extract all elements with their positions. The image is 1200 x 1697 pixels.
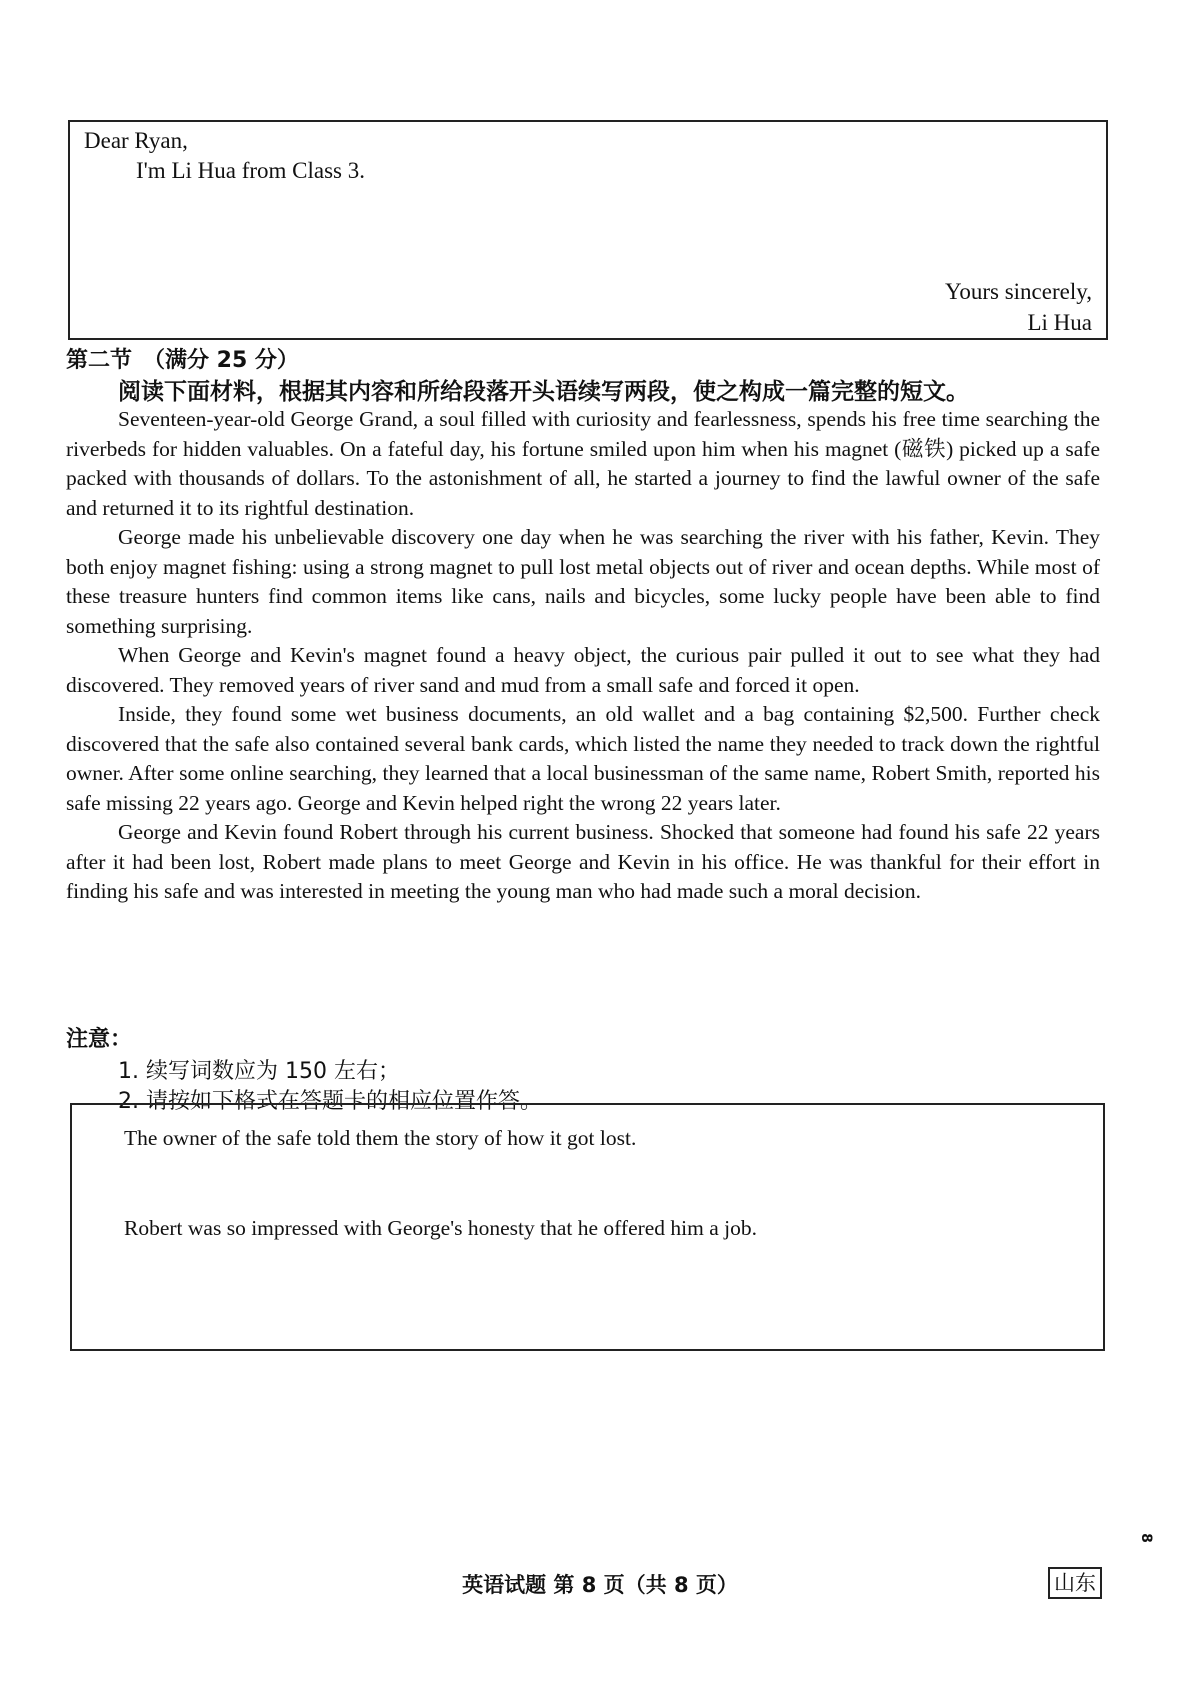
passage-paragraph: When George and Kevin's magnet found a heavy object, the curious pair pulled it out to see what they had discovered. They removed years of river sand and mud from a small safe and forced it open. [66, 643, 1100, 697]
letter-signature: Li Hua [1027, 310, 1092, 335]
letter-opening: I'm Li Hua from Class 3. [136, 158, 366, 183]
note-item-format: 2. 请按如下格式在答题卡的相应位置作答。 [118, 1089, 542, 1114]
paragraph-opener-1: The owner of the safe told them the story of how it got lost. [124, 1126, 637, 1150]
letter-closing: Yours sincerely, [945, 279, 1092, 304]
passage-paragraph: Inside, they found some wet business documents, an old wallet and a bag containing $2,500. Further check discovered that the safe also contained several bank cards, which listed the name they needed to track down the rightful owner. After some online searching, they learned that a local businessman of the same name, Robert Smith, reported his safe missing 22 years ago. George and Kevin helped right the wrong 22 years later. [66, 702, 1100, 815]
reading-passage [66, 405, 1100, 907]
note-item-word-count: 1. 续写词数应为 150 左右； [118, 1059, 400, 1084]
edge-mark: 8 [1137, 1533, 1154, 1543]
notes-title: 注意： [66, 1027, 133, 1052]
section-title: 第二节 （满分 25 分） [66, 348, 299, 373]
passage-paragraph: Seventeen-year-old George Grand, a soul filled with curiosity and fearlessness, spends his free time searching the riverbeds for hidden valuables. On a fateful day, his fortune smiled upon him when his magnet (磁铁) picked up a safe packed with thousands of dollars. To the astonishment of all, he started a journey to find the lawful owner of the safe and returned it to its rightful destination. [66, 407, 1100, 520]
letter-writing-box [68, 120, 1108, 340]
letter-closing-block [945, 276, 1092, 338]
page-footer: 英语试题 第 8 页（共 8 页） [462, 1573, 738, 1597]
passage-paragraph: George made his unbelievable discovery one day when he was searching the river with his father, Kevin. They both enjoy magnet fishing: using a strong magnet to pull lost metal objects out of river and ocean depths. While most of these treasure hunters find common items like cans, nails and bicycles, some lucky people have been able to find something surprising. [66, 525, 1100, 638]
section-instruction: 阅读下面材料，根据其内容和所给段落开头语续写两段，使之构成一篇完整的短文。 [118, 379, 969, 405]
paragraph-opener-2: Robert was so impressed with George's honesty that he offered him a job. [124, 1216, 758, 1240]
passage-paragraph: George and Kevin found Robert through his current business. Shocked that someone had found his safe 22 years after it had been lost, Robert made plans to meet George and Kevin in his office. He was thankful for their effort in finding his safe and was interested in meeting the young man who had made such a moral decision. [66, 820, 1100, 903]
region-badge: 山东 [1048, 1567, 1102, 1599]
continuation-answer-box [70, 1103, 1105, 1351]
letter-greeting: Dear Ryan, [84, 128, 188, 153]
